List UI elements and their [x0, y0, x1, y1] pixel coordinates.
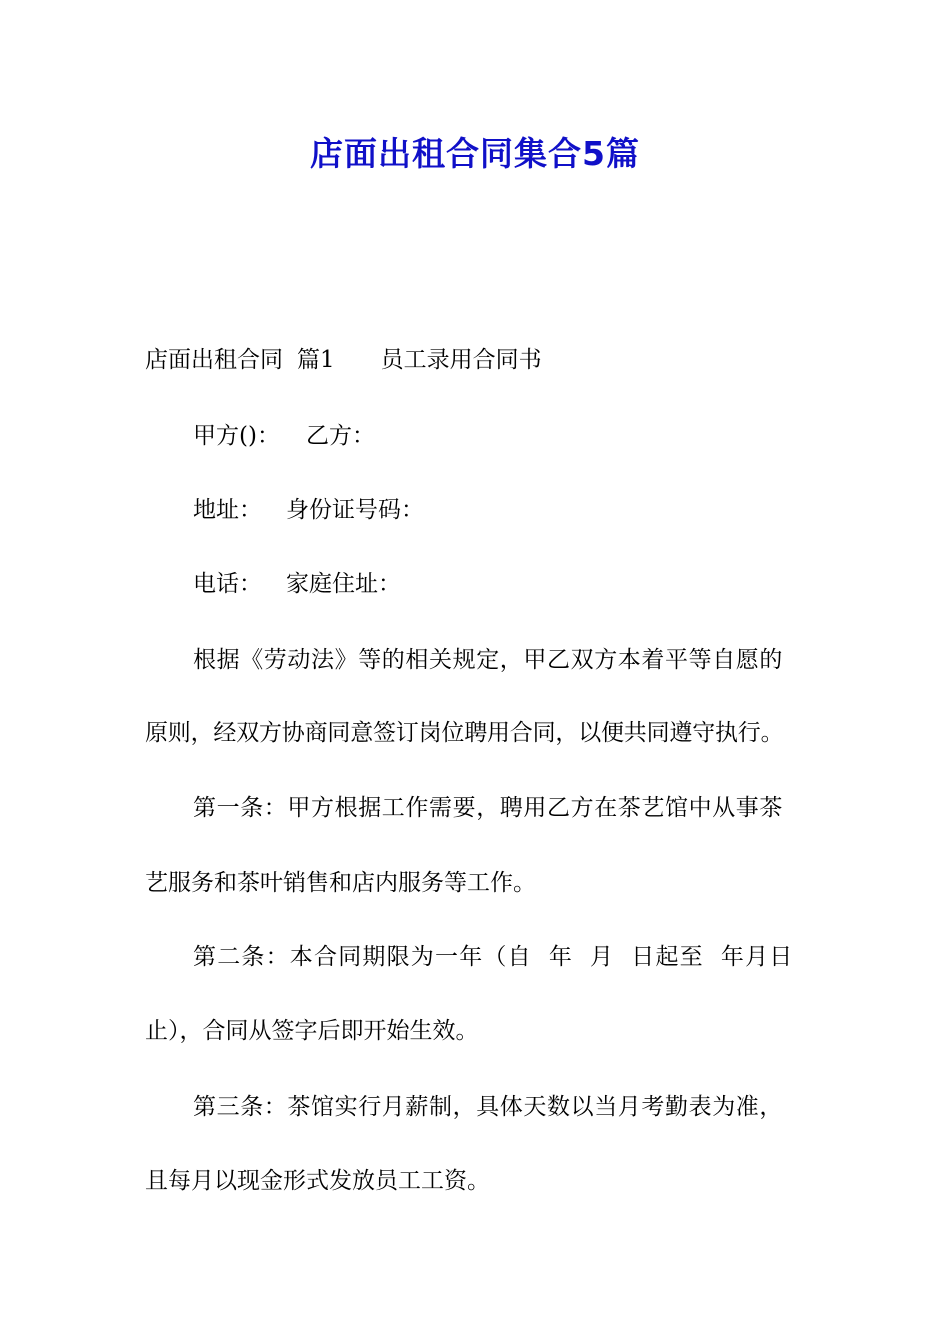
address-line — [193, 495, 424, 525]
article-3-line-2: 且每月以现金形式发放员工工资。 — [145, 1168, 490, 1194]
heading-part: 篇1 — [297, 347, 335, 373]
address-label: 地址： — [193, 497, 262, 523]
paragraph-1-line-2: 原则，经双方协商同意签订岗位聘用合同，以便共同遵守执行。 — [145, 720, 784, 746]
phone-label: 电话： — [193, 571, 262, 597]
home-address-label: 家庭住址： — [286, 571, 401, 597]
heading-left: 店面出租合同 — [145, 347, 283, 373]
paragraph-1-line-1: 根据《劳动法》等的相关规定，甲乙双方本着平等自愿的 — [193, 647, 783, 673]
party-line — [193, 421, 375, 451]
document-title: 店面出租合同集合5篇 — [310, 134, 640, 173]
party-b-label: 乙方： — [305, 423, 375, 449]
phone-line — [193, 569, 401, 599]
section-heading — [145, 345, 542, 375]
article-1-line-1: 第一条：甲方根据工作需要，聘用乙方在茶艺馆中从事茶 — [193, 795, 783, 821]
heading-right: 员工录用合同书 — [380, 347, 542, 373]
party-a-label: 甲方()： — [193, 423, 280, 449]
id-number-label: 身份证号码： — [286, 497, 424, 523]
article-1-line-2: 艺服务和茶叶销售和店内服务等工作。 — [145, 870, 536, 896]
article-2-line-1: 第二条：本合同期限为一年（自 年 月 日起至 年月日 — [193, 944, 794, 970]
article-2-line-2: 止），合同从签字后即开始生效。 — [145, 1018, 479, 1044]
article-3-line-1: 第三条：茶馆实行月薪制，具体天数以当月考勤表为准， — [193, 1094, 783, 1120]
